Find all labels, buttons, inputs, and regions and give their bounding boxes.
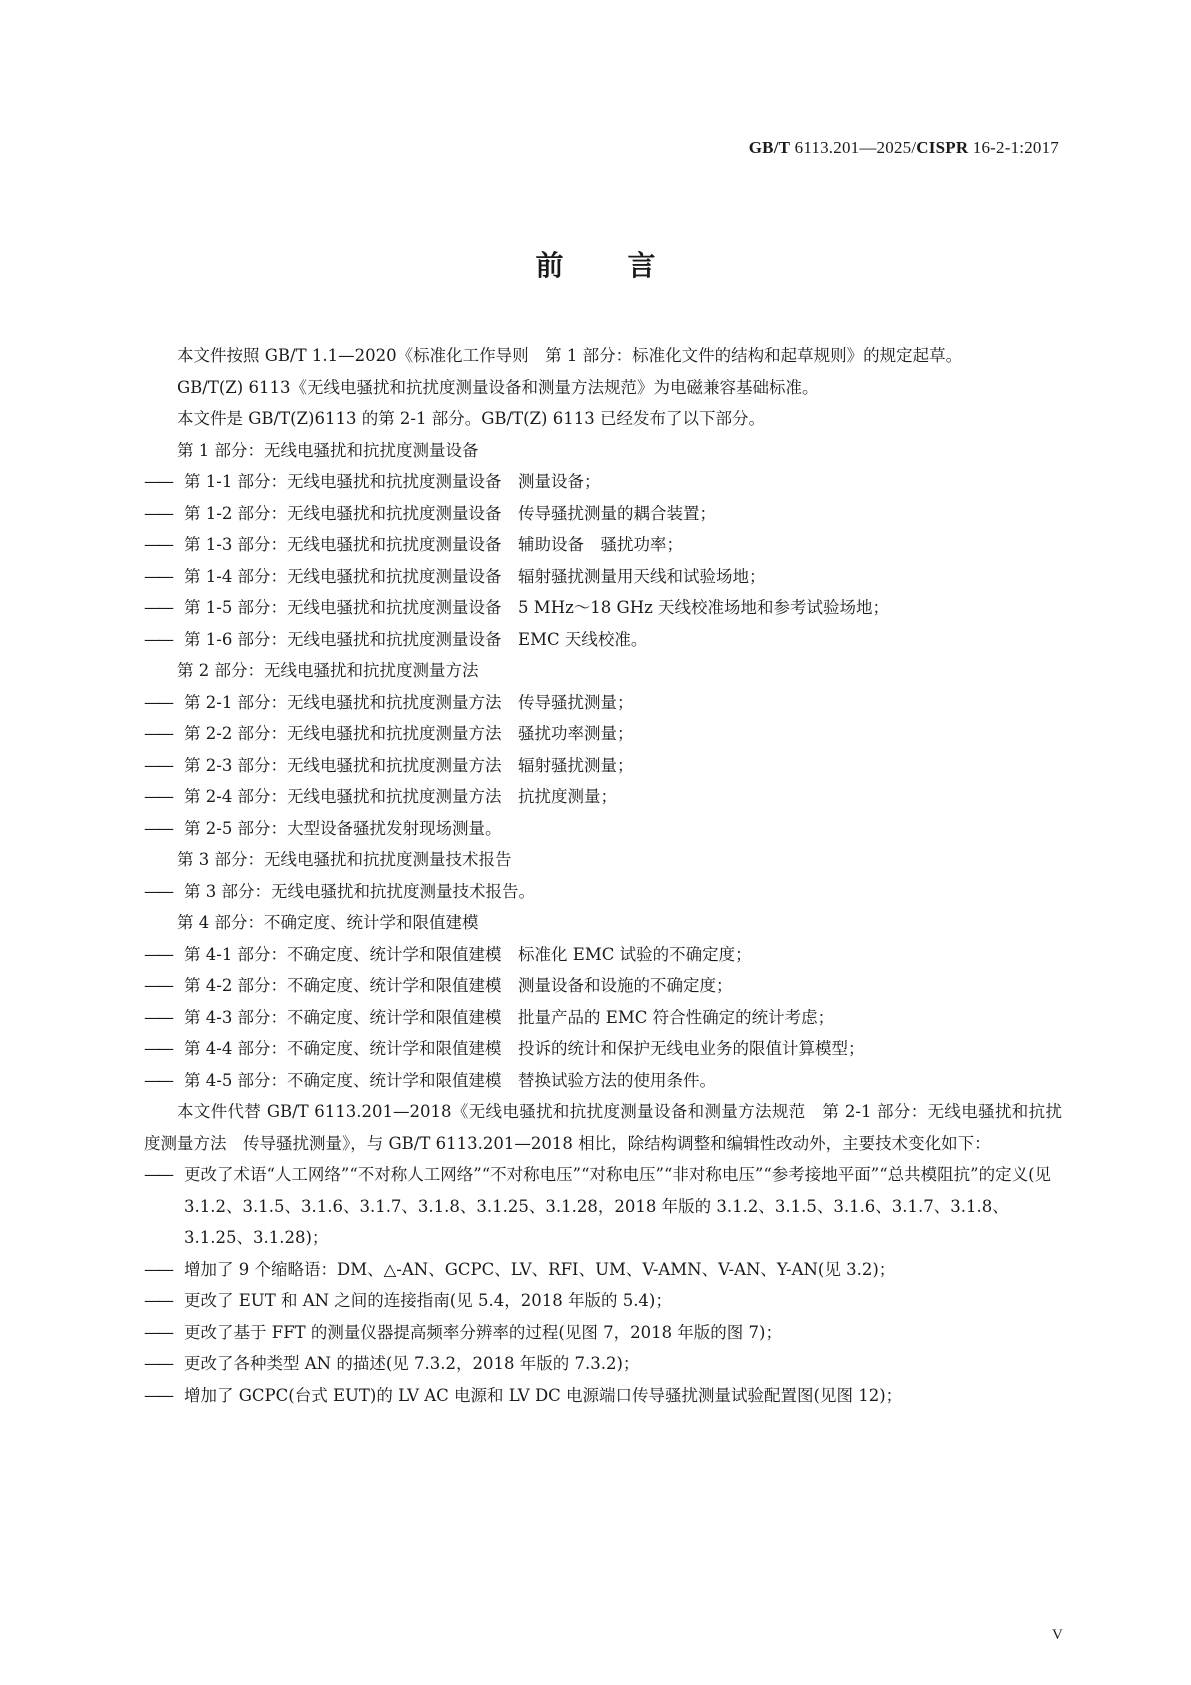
change-list-item: —— 更改了术语“人工网络”“不对称人工网络”“不对称电压”“对称电压”“非对称电压”“参考接地平面”“总共模阻抗”的定义(见 3.1.2、3.1.5、3.1.6、3.1.7、3.1.8、3.1.25、3.1.28，2018 年版的 3.1.2、3.1.5、3.1.6、3.1.7、3.1.8、3.1.25、3.1.28)； [144,1159,1062,1254]
part-heading: 第 1 部分：无线电骚扰和抗扰度测量设备 [177,440,479,460]
page-number: V [1052,1627,1063,1643]
change-list-item: —— 更改了各种类型 AN 的描述(见 7.3.2，2018 年版的 7.3.2)； [144,1348,1062,1380]
change-list-item: —— 更改了基于 FFT 的测量仪器提高频率分辨率的过程(见图 7，2018 年版的图 7)； [144,1317,1062,1349]
part-list-item: —— 第 1-2 部分：无线电骚扰和抗扰度测量设备 传导骚扰测量的耦合装置； [144,498,1062,530]
part-list-item: —— 第 1-5 部分：无线电骚扰和抗扰度测量设备 5 MHz～18 GHz 天线校准场地和参考试验场地； [144,592,1062,624]
part-list-item: —— 第 1-3 部分：无线电骚扰和抗扰度测量设备 辅助设备 骚扰功率； [144,529,1062,561]
foreword-body [144,340,1062,1411]
part-list-item: —— 第 4-5 部分：不确定度、统计学和限值建模 替换试验方法的使用条件。 [144,1065,1062,1097]
part-heading: 第 2 部分：无线电骚扰和抗扰度测量方法 [177,661,479,680]
part-list-item: —— 第 4-3 部分：不确定度、统计学和限值建模 批量产品的 EMC 符合性确定的统计考虑； [144,1002,1062,1034]
part-heading: 第 4 部分：不确定度、统计学和限值建模 [177,913,479,932]
part-list-item: —— 第 2-1 部分：无线电骚扰和抗扰度测量方法 传导骚扰测量； [144,687,1062,719]
part-list-item: —— 第 1-4 部分：无线电骚扰和抗扰度测量设备 辐射骚扰测量用天线和试验场地； [144,561,1062,593]
part-list-item: —— 第 2-5 部分：大型设备骚扰发射现场测量。 [144,813,1062,845]
part-list-item: —— 第 4-4 部分：不确定度、统计学和限值建模 投诉的统计和保护无线电业务的限值计算模型； [144,1033,1062,1065]
part-list-item: —— 第 2-4 部分：无线电骚扰和抗扰度测量方法 抗扰度测量； [144,781,1062,813]
header-cispr-number: 16-2-1:2017 [972,138,1059,157]
part-intro-paragraph: 本文件是 GB/T(Z)6113 的第 2-1 部分。GB/T(Z) 6113 已经发布了以下部分。 [177,409,765,428]
document-code-header [749,138,1059,158]
header-cispr: CISPR [916,138,969,157]
part-heading: 第 3 部分：无线电骚扰和抗扰度测量技术报告 [177,850,512,869]
series-description-paragraph: GB/T(Z) 6113《无线电骚扰和抗扰度测量设备和测量方法规范》为电磁兼容基础标准。 [177,377,819,397]
replacement-paragraph: 本文件代替 GB/T 6113.201—2018《无线电骚扰和抗扰度测量设备和测量方法规范 第 2-1 部分：无线电骚扰和抗扰度测量方法 传导骚扰测量》，与 GB/T 6113.201—2018 相比，除结构调整和编辑性改动外，主要技术变化如下： [144,1102,1062,1153]
change-list-item: —— 增加了 9 个缩略语：DM、△-AN、GCPC、LV、RFI、UM、V-AMN、V-AN、Y-AN(见 3.2)； [144,1254,1062,1286]
page-title: 前言 [535,249,720,282]
part-list-item: —— 第 2-3 部分：无线电骚扰和抗扰度测量方法 辐射骚扰测量； [144,750,1062,782]
change-list-item: —— 增加了 GCPC(台式 EUT)的 LV AC 电源和 LV DC 电源端口传导骚扰测量试验配置图(见图 12)； [144,1380,1062,1412]
header-code-prefix: GB/T [748,138,791,157]
part-list-item: —— 第 3 部分：无线电骚扰和抗扰度测量技术报告。 [144,876,1062,908]
part-list-item: —— 第 4-1 部分：不确定度、统计学和限值建模 标准化 EMC 试验的不确定度； [144,939,1062,971]
part-list-item: —— 第 1-6 部分：无线电骚扰和抗扰度测量设备 EMC 天线校准。 [144,624,1062,656]
drafting-rule-paragraph: 本文件按照 GB/T 1.1—2020《标准化工作导则 第 1 部分：标准化文件的结构和起草规则》的规定起草。 [177,346,963,365]
part-list-item: —— 第 4-2 部分：不确定度、统计学和限值建模 测量设备和设施的不确定度； [144,970,1062,1002]
part-list-item: —— 第 1-1 部分：无线电骚扰和抗扰度测量设备 测量设备； [144,466,1062,498]
header-code-number: 6113.201—2025/ [794,138,917,157]
change-list-item: —— 更改了 EUT 和 AN 之间的连接指南(见 5.4，2018 年版的 5.4)； [144,1285,1062,1317]
part-list-item: —— 第 2-2 部分：无线电骚扰和抗扰度测量方法 骚扰功率测量； [144,718,1062,750]
